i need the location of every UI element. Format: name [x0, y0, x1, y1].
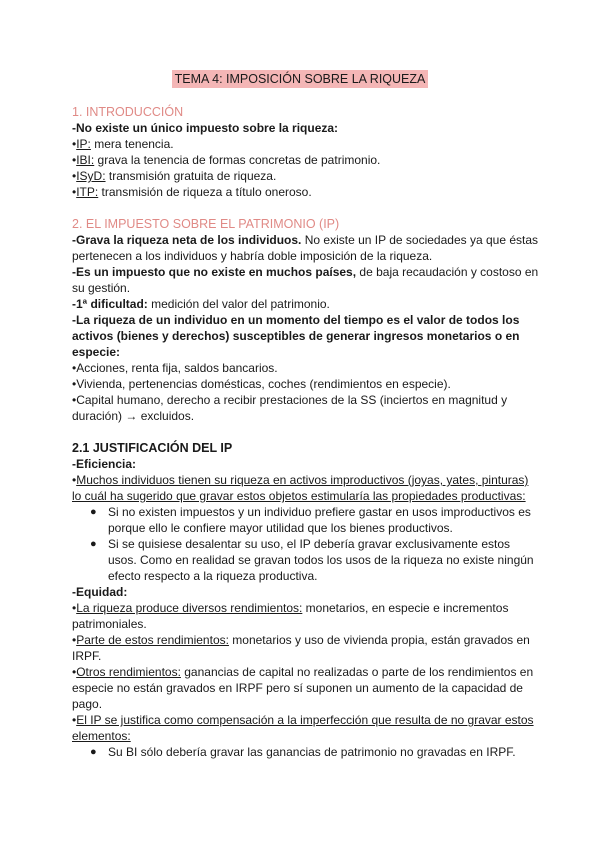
term-itp: ITP:: [76, 185, 99, 199]
q3-line-1: [72, 664, 542, 680]
bullet-dot: ●: [90, 746, 97, 758]
equidad-bold: -Equidad:: [72, 585, 128, 599]
s2-p4-bold-3: especie:: [72, 345, 121, 359]
s2-p1-rest: No existe un IP de sociedades ya que éstas: [301, 233, 539, 247]
s1-itp: [72, 184, 542, 200]
term-ip: IP:: [76, 137, 91, 151]
section-1-heading: 1. INTRODUCCIÓN: [72, 105, 184, 119]
q4-underlined-2: elementos:: [72, 729, 131, 743]
s2-p3-bold: -1ª dificultad:: [72, 297, 148, 311]
q3-rest: ganancias de capital no realizadas o parte de los rendimientos en: [180, 665, 534, 679]
s2-p4-bold-2: activos (bienes y derechos) susceptibles de generar ingresos monetarios o en: [72, 329, 520, 343]
q1-rest: monetarios, en especie e incrementos: [302, 601, 509, 615]
text-itp: transmisión de riqueza a título oneroso.: [98, 185, 312, 199]
s1-ibi: [72, 152, 542, 168]
bullet-glyph: •: [72, 185, 77, 199]
bullet-glyph: •: [72, 153, 77, 167]
b2-line-1: Si se quisiese desalentar su uso, el IP debería gravar exclusivamente estos: [108, 537, 510, 551]
s1-ip: [72, 136, 542, 152]
e1-line-2: [72, 488, 542, 504]
s2-p2-line-2: su gestión.: [72, 281, 131, 295]
s2-item-2: •Vivienda, pertenencias domésticas, coches (rendimientos en especie).: [72, 377, 451, 391]
section-2-1-heading: 2.1 JUSTIFICACIÓN DEL IP: [72, 441, 233, 455]
eficiencia-label: [72, 456, 542, 472]
s2-p4-line-2: [72, 328, 542, 344]
e1-underlined-2: lo cuál ha sugerido que gravar estos objetos estimularía las propiedades productivas:: [72, 489, 526, 503]
text-ibi: grava la tenencia de formas concretas de patrimonio.: [94, 153, 381, 167]
q1-underlined: La riqueza produce diversos rendimientos:: [76, 601, 303, 615]
q3-line-2: especie no están gravados en IRPF pero sí suponen un aumento de la capacidad de: [72, 681, 523, 695]
s2-p4-bold-1: -La riqueza de un individuo en un momento del tiempo es el valor de todos los: [72, 313, 520, 327]
section-2-heading: 2. EL IMPUESTO SOBRE EL PATRIMONIO (IP): [72, 217, 340, 231]
bullet-glyph: •: [72, 713, 77, 727]
q2-rest: monetarios y uso de vivienda propia, están gravados en: [228, 633, 530, 647]
q2-underlined: Parte de estos rendimientos:: [76, 633, 229, 647]
q1-line-1: [72, 600, 542, 616]
q3-underlined: Otros rendimientos:: [76, 665, 181, 679]
s2-item-1: •Acciones, renta fija, saldos bancarios.: [72, 361, 278, 375]
bullet-glyph: •: [72, 137, 77, 151]
bullet-glyph: •: [72, 633, 77, 647]
q4-line-1: [72, 712, 542, 728]
e1-underlined-1: Muchos individuos tienen su riqueza en activos improductivos (joyas, yates, pinturas): [76, 473, 529, 487]
bullet-glyph: •: [72, 473, 77, 487]
bullet-dot: ●: [90, 506, 97, 518]
document-title: TEMA 4: IMPOSICIÓN SOBRE LA RIQUEZA: [172, 70, 429, 88]
term-ibi: IBI:: [76, 153, 95, 167]
term-isyd: ISyD:: [76, 169, 106, 183]
q2-line-2: IRPF.: [72, 649, 102, 663]
q3-line-3: pago.: [72, 697, 103, 711]
s1-bold-statement: -No existe un único impuesto sobre la riqueza:: [72, 121, 339, 135]
s2-p1-line-1: [72, 232, 542, 248]
text-isyd: transmisión gratuita de riqueza.: [105, 169, 277, 183]
s2-p4-line-3: [72, 344, 542, 360]
s2-p3: [72, 296, 542, 312]
q4-line-2: [72, 728, 542, 744]
bullet-glyph: •: [72, 665, 77, 679]
s2-p1-line-2: pertenecen a los individuos y habría doble imposición de la riqueza.: [72, 249, 433, 263]
b1-line-1: Si no existen impuestos y un individuo prefiere gastar en usos improductivos es: [108, 505, 531, 519]
bullet-glyph: •: [72, 601, 77, 615]
s2-p4-line-1: [72, 312, 542, 328]
s1-line-1: [72, 120, 542, 136]
s2-p2-line-1: [72, 264, 542, 280]
s2-p2-rest: de baja recaudación y costoso en: [356, 265, 539, 279]
s1-isyd: [72, 168, 542, 184]
s2-p3-rest: medición del valor del patrimonio.: [147, 297, 330, 311]
b1-line-2: porque ello le confiere mayor utilidad que los bienes productivos.: [108, 521, 453, 535]
bullet-dot: ●: [90, 538, 97, 550]
eficiencia-bold: -Eficiencia:: [72, 457, 137, 471]
s2-item-3-line-2: duración) → excluidos.: [72, 409, 195, 423]
title-wrapper: [0, 70, 600, 88]
q1-line-2: patrimoniales.: [72, 617, 147, 631]
s2-p1-bold: -Grava la riqueza neta de los individuos.: [72, 233, 302, 247]
s2-item-3-line-1: •Capital humano, derecho a recibir prestaciones de la SS (inciertos en magnitud y: [72, 393, 508, 407]
b2-line-3: efecto respecto a la riqueza productiva.: [108, 569, 318, 583]
s2-p2-bold: -Es un impuesto que no existe en muchos países,: [72, 265, 357, 279]
bullet-glyph: •: [72, 169, 77, 183]
q4-underlined-1: El IP se justifica como compensación a la imperfección que resulta de no gravar estos: [76, 713, 534, 727]
b2-line-2: usos. Como en realidad se gravan todos los usos de la riqueza no existe ningún: [108, 553, 534, 567]
b3-line: Su BI sólo debería gravar las ganancias de patrimonio no gravadas en IRPF.: [108, 745, 516, 759]
e1-line-1: [72, 472, 542, 488]
equidad-label: [72, 584, 542, 600]
text-ip: mera tenencia.: [90, 137, 174, 151]
q2-line-1: [72, 632, 542, 648]
